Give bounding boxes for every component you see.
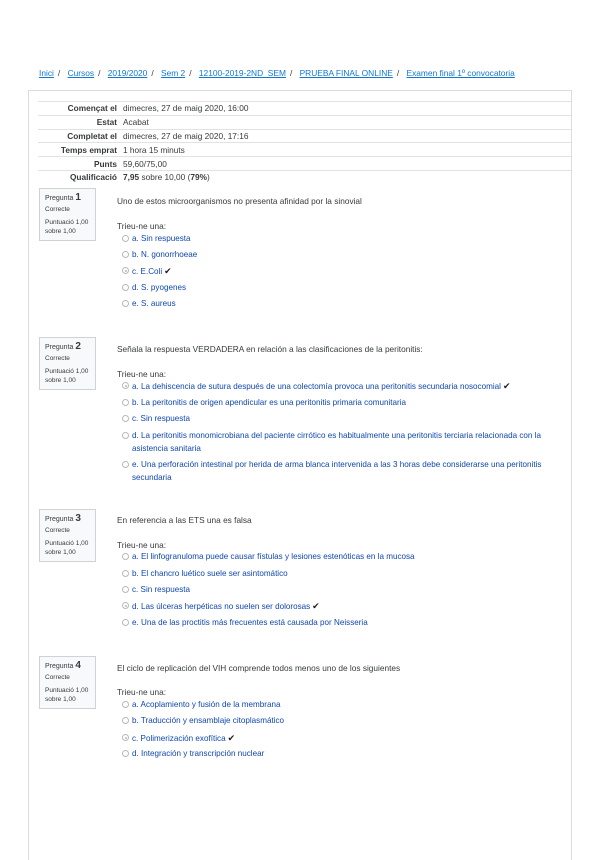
radio-button[interactable]	[122, 701, 129, 708]
answer-label: c. Sin respuesta	[132, 414, 191, 423]
question-number-value: 4	[75, 660, 81, 671]
grade-middle: sobre 10,00 (	[141, 172, 191, 183]
correct-check-icon: ✔	[502, 381, 511, 391]
answer-label: b. Traducción y ensamblaje citoplasmático	[132, 716, 285, 725]
question-label: Pregunta	[45, 663, 74, 670]
radio-button[interactable]	[122, 415, 129, 422]
radio-button[interactable]	[122, 251, 129, 258]
radio-button-selected[interactable]	[122, 734, 129, 741]
question-number-value: 1	[75, 192, 81, 203]
radio-button[interactable]	[122, 586, 129, 593]
question-info-1	[39, 188, 96, 241]
summary-row	[38, 115, 571, 129]
answer-option[interactable]	[122, 233, 542, 246]
question-points: Puntuació 1,00	[45, 687, 89, 694]
question-info-2	[39, 337, 96, 390]
question-out-of: sobre 1,00	[45, 549, 76, 556]
answer-label: b. La peritonitis de origen apendicular es una peritonitis primaria comunitaria	[132, 398, 406, 407]
question-number	[45, 193, 95, 203]
answer-label: a. El linfogranuloma puede causar fístulas y lesiones estenóticas en la mucosa	[132, 552, 415, 561]
answer-option[interactable]	[122, 265, 542, 279]
radio-button[interactable]	[122, 399, 129, 406]
radio-button[interactable]	[122, 717, 129, 724]
answer-option[interactable]	[122, 397, 542, 410]
question-points: Puntuació 1,00	[45, 219, 89, 226]
breadcrumb-link-year[interactable]: 2019/2020	[107, 68, 148, 78]
question-text-1: Uno de estos microorganismos no presenta afinidad por la sinovial	[117, 196, 362, 206]
breadcrumb-link-semester[interactable]: Sem 2	[161, 68, 186, 78]
radio-button-selected[interactable]	[122, 267, 129, 274]
radio-button-selected[interactable]	[122, 382, 129, 389]
grade-score: 7,95	[123, 172, 140, 183]
summary-row	[38, 157, 571, 171]
answer-label: c. Polimerización exofítica	[132, 734, 226, 743]
radio-button[interactable]	[122, 432, 129, 439]
radio-button[interactable]	[122, 570, 129, 577]
radio-button[interactable]	[122, 300, 129, 307]
question-label: Pregunta	[45, 195, 74, 202]
answer-option[interactable]	[122, 584, 542, 597]
question-number-value: 3	[75, 513, 81, 524]
breadcrumb-link-course[interactable]: 12100-2019-2ND_SEM	[198, 68, 286, 78]
answer-option[interactable]	[122, 430, 542, 455]
grade-end: )	[206, 172, 210, 183]
summary-value: 1 hora 15 minuts	[123, 143, 571, 157]
answer-option[interactable]	[122, 732, 542, 746]
question-text-2: Señala la respuesta VERDADERA en relación a las clasificaciones de la peritonitis:	[117, 344, 423, 354]
answer-label: a. La dehiscencia de sutura después de una colectomía provoca una peritonitis secundaria nosocomial	[132, 382, 501, 391]
summary-label: Completat el	[38, 129, 123, 143]
summary-value: 59,60/75,00	[123, 157, 571, 171]
answer-prompt: Trieu-ne una:	[117, 687, 167, 697]
answer-prompt: Trieu-ne una:	[117, 540, 167, 550]
answer-label: e. Una de las proctitis más frecuentes está causada por Neisseria	[132, 618, 368, 627]
answer-label: e. Una perforación intestinal por herida de arma blanca intervenida a las 3 horas debe considerarse una peritonitis secundaria	[132, 460, 542, 482]
correct-check-icon: ✔	[312, 601, 320, 611]
answer-option[interactable]	[122, 380, 542, 394]
correct-check-icon: ✔	[164, 266, 172, 276]
answer-option[interactable]	[122, 282, 542, 295]
question-number-value: 2	[75, 341, 81, 352]
answer-option[interactable]	[122, 551, 542, 564]
answer-label: e. S. aureus	[132, 299, 176, 308]
question-points: Puntuació 1,00	[45, 540, 89, 547]
question-state: Correcte	[45, 674, 70, 681]
summary-label: Començat el	[38, 102, 123, 116]
answer-option[interactable]	[122, 748, 542, 761]
answer-label: a. Acoplamiento y fusión de la membrana	[132, 700, 281, 709]
question-state: Correcte	[45, 206, 70, 213]
question-out-of: sobre 1,00	[45, 377, 76, 384]
question-info-3	[39, 509, 96, 562]
answer-option[interactable]	[122, 568, 542, 581]
summary-value: dimecres, 27 de maig 2020, 17:16	[123, 129, 571, 143]
answer-prompt: Trieu-ne una:	[117, 369, 167, 379]
summary-value: Acabat	[123, 115, 571, 129]
radio-button[interactable]	[122, 284, 129, 291]
question-out-of: sobre 1,00	[45, 228, 76, 235]
grade-percent: 79%	[190, 172, 207, 183]
answer-option[interactable]	[122, 413, 542, 426]
question-number	[45, 661, 95, 671]
question-points: Puntuació 1,00	[45, 368, 89, 375]
answer-label: d. La peritonitis monomicrobiana del paciente cirrótico es habitualmente una peritonitis terciaria relacionada con la asistencia sanitaria	[132, 431, 541, 453]
summary-label: Temps emprat	[38, 143, 123, 157]
correct-check-icon: ✔	[227, 733, 236, 743]
answer-label: b. N. gonorrhoeae	[132, 250, 198, 259]
summary-row	[38, 143, 571, 157]
summary-value: dimecres, 27 de maig 2020, 16:00	[123, 102, 571, 116]
answer-option[interactable]	[122, 459, 542, 484]
summary-row	[38, 102, 571, 116]
answer-option[interactable]	[122, 600, 542, 614]
question-number	[45, 514, 95, 524]
answer-label: c. Sin respuesta	[132, 585, 191, 594]
summary-label: Punts	[38, 157, 123, 171]
radio-button[interactable]	[122, 553, 129, 560]
breadcrumb-link-courses[interactable]: Cursos	[67, 68, 95, 78]
answer-label: b. El chancro luético suele ser asintomático	[132, 569, 288, 578]
radio-button-selected[interactable]	[122, 602, 129, 609]
summary-row	[38, 129, 571, 143]
answer-option[interactable]	[122, 617, 542, 630]
question-text-4: El ciclo de replicación del VIH comprende todos menos uno de los siguientes	[117, 663, 401, 673]
answer-label: d. S. pyogenes	[132, 283, 186, 292]
question-label: Pregunta	[45, 344, 74, 351]
answer-label: a. Sin respuesta	[132, 234, 191, 243]
answer-label: d. Las úlceras herpéticas no suelen ser dolorosas	[132, 602, 311, 611]
answer-option[interactable]	[122, 699, 542, 712]
grade-row	[38, 170, 571, 183]
breadcrumb-link-section[interactable]: PRUEBA FINAL ONLINE	[299, 68, 393, 78]
radio-button[interactable]	[122, 235, 129, 242]
radio-button[interactable]	[122, 619, 129, 626]
question-state: Correcte	[45, 527, 70, 534]
question-label: Pregunta	[45, 516, 74, 523]
breadcrumb-link-quiz[interactable]: Examen final 1º convocatoria	[406, 68, 515, 78]
answer-option[interactable]	[122, 715, 542, 728]
grade-label: Qualificació	[38, 170, 123, 183]
answer-prompt: Trieu-ne una:	[117, 221, 167, 231]
answer-option[interactable]	[122, 298, 542, 311]
grade-value	[123, 170, 571, 183]
question-info-4	[39, 656, 96, 709]
question-state: Correcte	[45, 355, 70, 362]
summary-label: Estat	[38, 115, 123, 129]
attempt-summary-table	[38, 101, 571, 184]
radio-button[interactable]	[122, 750, 129, 757]
breadcrumb-link-home[interactable]: Inici	[39, 68, 54, 78]
answer-label: d. Integración y transcripción nuclear	[132, 749, 265, 758]
question-text-3: En referencia a las ETS una es falsa	[117, 515, 252, 525]
radio-button[interactable]	[122, 461, 129, 468]
question-out-of: sobre 1,00	[45, 696, 76, 703]
answer-label: c. E.Coli	[132, 267, 163, 276]
breadcrumb: Inici / Cursos / 2019/2020 / Sem 2 / 12100-2019-2ND_SEM / PRUEBA FINAL ONLINE / Examen final 1º convocatoria	[39, 68, 515, 78]
question-number	[45, 342, 95, 352]
answer-option[interactable]	[122, 249, 542, 262]
